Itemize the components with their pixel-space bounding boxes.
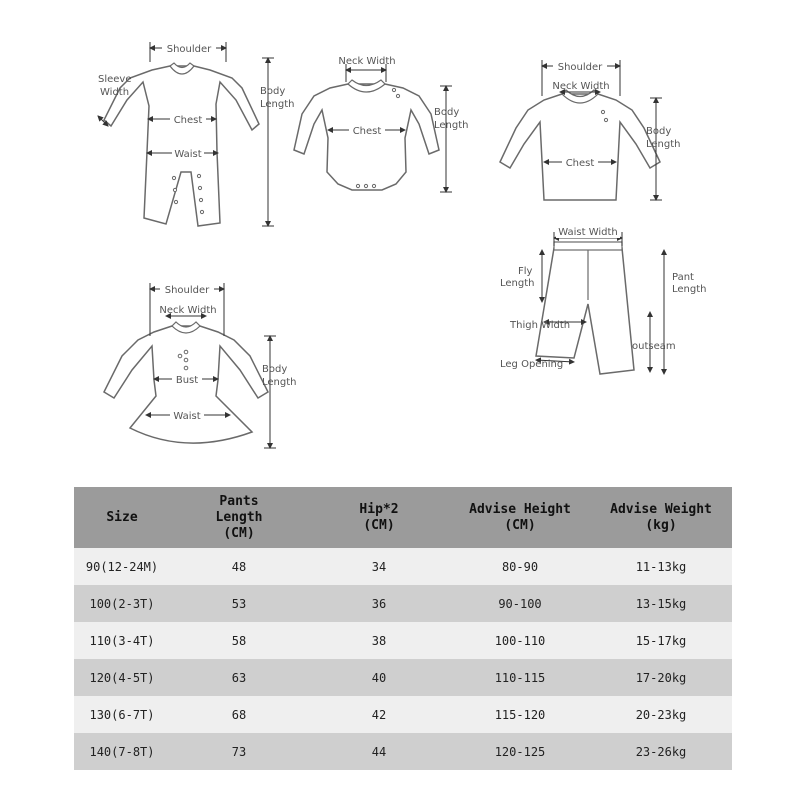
header-advise-weight-line: Advise Weight	[610, 501, 712, 517]
romper-shoulder-label: Shoulder	[166, 44, 212, 55]
top-body-label: Body	[646, 126, 672, 137]
advise-height-cell: 110-115	[450, 659, 590, 696]
table-row	[74, 548, 732, 585]
top-shoulder-label: Shoulder	[557, 62, 603, 73]
advise-height-cell: 100-110	[450, 622, 590, 659]
bodysuit-length-label: Length	[434, 120, 469, 131]
bodysuit-body-label: Body	[434, 107, 460, 118]
top-diagram	[500, 60, 681, 200]
header-pants-length	[170, 487, 308, 548]
advise-weight-cell: 17-20kg	[590, 659, 732, 696]
advise-height-cell: 80-90	[450, 548, 590, 585]
header-cm-line: (CM)	[223, 525, 255, 541]
pants-diagram	[500, 226, 707, 374]
advise-height-cell: 120-125	[450, 733, 590, 770]
size-cell: 120(4-5T)	[74, 659, 170, 696]
header-advise-height-line: Advise Height	[469, 501, 571, 517]
pants-leg-opening-label: Leg Opening	[500, 359, 564, 370]
pants-thigh-width-label: Thigh Width	[510, 320, 571, 331]
dress-shoulder-label: Shoulder	[164, 285, 210, 296]
table-row	[74, 659, 732, 696]
header-advise-weight	[590, 487, 732, 548]
romper-sleeve-label: Sleeve	[98, 74, 132, 85]
advise-weight-cell: 23-26kg	[590, 733, 732, 770]
size-cell: 110(3-4T)	[74, 622, 170, 659]
table-header-row	[74, 487, 732, 548]
pants-length-cell: 48	[170, 548, 308, 585]
size-cell: 100(2-3T)	[74, 585, 170, 622]
bodysuit-neck-width-label: Neck Width	[338, 56, 396, 67]
pants-fly-label: Fly	[518, 266, 533, 277]
header-size	[74, 487, 170, 548]
hip-cell: 38	[308, 622, 450, 659]
romper-sleeve-width-label: Width	[100, 87, 130, 98]
header-cm-line: (CM)	[504, 517, 536, 533]
advise-height-cell: 90-100	[450, 585, 590, 622]
advise-weight-cell: 15-17kg	[590, 622, 732, 659]
dress-neck-width-label: Neck Width	[159, 305, 217, 316]
pants-length-cell: 63	[170, 659, 308, 696]
size-cell: 90(12-24M)	[74, 548, 170, 585]
top-neck-width-label: Neck Width	[552, 81, 610, 92]
table-row	[74, 696, 732, 733]
pants-length-cell: 53	[170, 585, 308, 622]
dress-waist-label: Waist	[173, 411, 201, 422]
romper-waist-label: Waist	[174, 149, 202, 160]
size-chart-table	[74, 487, 732, 770]
table-row	[74, 585, 732, 622]
header-pants-line: Pants	[219, 493, 259, 509]
hip-cell: 40	[308, 659, 450, 696]
advise-weight-cell: 11-13kg	[590, 548, 732, 585]
romper-chest-label: Chest	[173, 115, 203, 126]
table-row	[74, 622, 732, 659]
pants-fly-length-label: Length	[500, 278, 535, 289]
romper-diagram	[98, 42, 295, 226]
header-cm-line: (CM)	[363, 517, 395, 533]
pants-waist-width-label: Waist Width	[558, 227, 618, 238]
hip-cell: 42	[308, 696, 450, 733]
hip-cell: 44	[308, 733, 450, 770]
pants-pant-length-label: Length	[672, 284, 707, 295]
dress-length-label: Length	[262, 377, 297, 388]
bodysuit-chest-label: Chest	[352, 126, 382, 137]
pants-outseam-label: outseam	[632, 341, 676, 352]
bodysuit-diagram	[294, 56, 469, 192]
advise-height-cell: 115-120	[450, 696, 590, 733]
advise-weight-cell: 20-23kg	[590, 696, 732, 733]
header-kg-line: (kg)	[645, 517, 677, 533]
hip-cell: 34	[308, 548, 450, 585]
dress-body-label: Body	[262, 364, 288, 375]
pants-length-cell: 68	[170, 696, 308, 733]
romper-body-label: Body	[260, 86, 286, 97]
header-advise-height	[450, 487, 590, 548]
header-hip-line: Hip*2	[359, 501, 399, 517]
size-cell: 130(6-7T)	[74, 696, 170, 733]
header-size-line: Size	[106, 509, 138, 525]
dress-diagram	[104, 283, 297, 448]
top-chest-label: Chest	[565, 158, 595, 169]
pants-length-cell: 73	[170, 733, 308, 770]
size-cell: 140(7-8T)	[74, 733, 170, 770]
pants-pant-label: Pant	[672, 272, 694, 283]
advise-weight-cell: 13-15kg	[590, 585, 732, 622]
table-row	[74, 733, 732, 770]
hip-cell: 36	[308, 585, 450, 622]
header-hip	[308, 487, 450, 548]
dress-bust-label: Bust	[175, 375, 199, 386]
romper-length-label: Length	[260, 99, 295, 110]
pants-length-cell: 58	[170, 622, 308, 659]
header-length-line: Length	[215, 509, 263, 525]
top-length-label: Length	[646, 139, 681, 150]
